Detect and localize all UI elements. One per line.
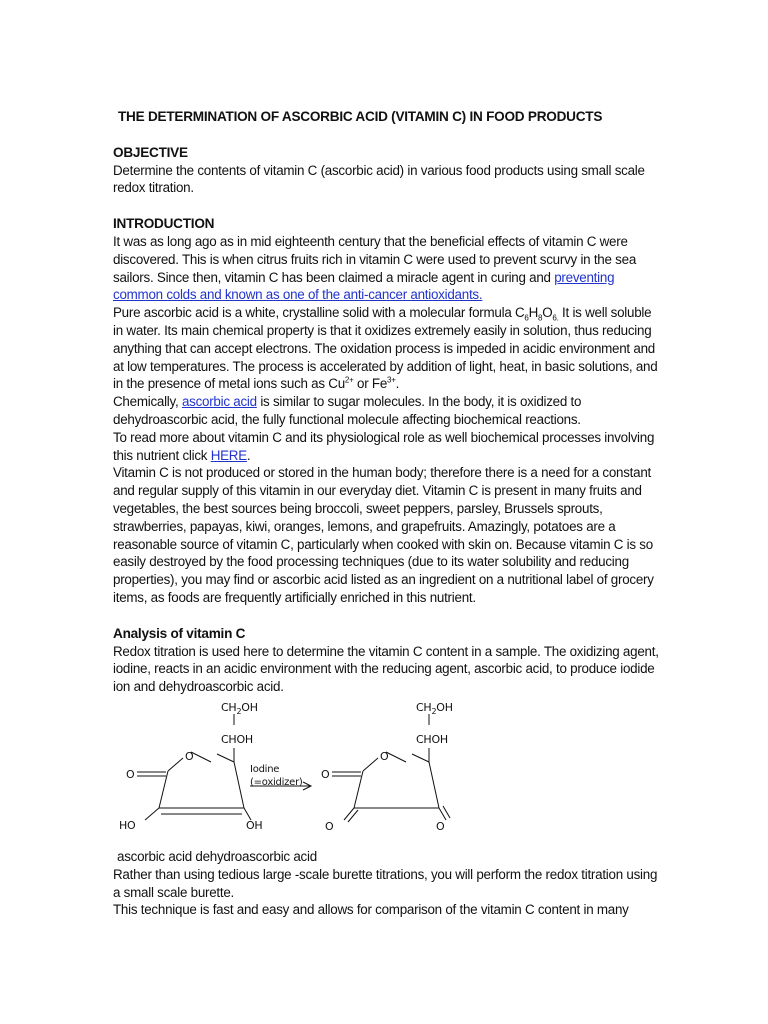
ascorbic-acid-link[interactable]: ascorbic acid	[181, 394, 257, 410]
analysis-heading: Analysis of vitamin C	[113, 625, 246, 641]
carbonyl-oxygen-right: O	[321, 767, 330, 781]
choh-label-right: CHOH	[416, 732, 448, 746]
document-page	[113, 108, 661, 919]
preventing-colds-link[interactable]: preventing common colds and known as one of the anti-cancer antioxidants.	[113, 269, 615, 303]
oxidizer-label: (=oxidizer)	[250, 776, 303, 788]
objective-heading: OBJECTIVE	[113, 144, 188, 160]
ch2oh-label-right: $CH_2OH$	[416, 700, 453, 716]
iodine-label: Iodine	[250, 763, 280, 775]
ring-oxygen-left: O	[185, 749, 194, 763]
analysis-paragraph-2: Rather than using tedious large -scale burette titrations, you will perform the redox titration using a small scale burette.	[113, 866, 658, 900]
keto-oxygen-left: O	[325, 819, 334, 833]
reaction-figure	[113, 698, 661, 848]
figure-caption: ascorbic acid dehydroascorbic acid	[117, 848, 317, 864]
intro-paragraph-1: It was as long ago as in mid eighteenth century that the beneficial effects of vitamin C were discovered. This is when citrus fruits rich in vitamin C were used to prevent scurvy in the sea sailors. Since then, vitamin C has been claimed a miracle agent in curing and preventing common colds and known as one of the anti-cancer antioxidants.	[113, 233, 637, 303]
ring-oxygen-right: O	[380, 749, 389, 763]
intro-paragraph-5: Vitamin C is not produced or stored in the human body; therefore there is a need for a constant and regular supply of this vitamin in our everyday diet. Vitamin C is present in many fruits and vegetables, the best sources being broccoli, sweet peppers, parsley, Brussels sprouts, strawberries, papayas, kiwi, oranges, lemons, and grapefruits. Amazingly, potatoes are a reasonable source of vitamin C, particularly when cooked with skin on. Because vitamin C is so easily destroyed by the food processing techniques (due to its water solubility and reducing properties), you may find or ascorbic acid listed as an ingredient on a nutritional label of grocery items, as foods are frequently artificially enriched in this nutrient.	[113, 465, 654, 605]
reaction-diagram	[113, 698, 661, 848]
objective-text: Determine the contents of vitamin C (ascorbic acid) in various food products using small scale redox titration.	[113, 162, 645, 196]
document-title: THE DETERMINATION OF ASCORBIC ACID (VITAMIN C) IN FOOD PRODUCTS	[118, 109, 603, 124]
ch2oh-label-left: $CH_2OH$	[221, 700, 258, 716]
intro-paragraph-4: To read more about vitamin C and its physiological role as well biochemical processes involving this nutrient click HERE.	[113, 429, 655, 463]
choh-label-left: CHOH	[221, 732, 253, 746]
oh-label: OH	[246, 818, 263, 832]
carbonyl-oxygen-left: O	[126, 767, 135, 781]
introduction-heading: INTRODUCTION	[113, 216, 215, 232]
ho-label: HO	[119, 818, 136, 832]
here-link[interactable]: HERE	[210, 447, 247, 463]
analysis-paragraph-1: Redox titration is used here to determine the vitamin C content in a sample. The oxidizing agent, iodine, reacts in an acidic environment with the reducing agent, ascorbic acid, to produce iodide ion and dehydroascorbic acid.	[113, 643, 659, 695]
analysis-paragraph-3: This technique is fast and easy and allows for comparison of the vitamin C content in many	[113, 902, 629, 918]
intro-paragraph-3: Chemically, ascorbic acid is similar to sugar molecules. In the body, it is oxidized to dehydroascorbic acid, the fully functional molecule affecting biochemical reactions.	[113, 394, 582, 427]
intro-paragraph-2: Pure ascorbic acid is a white, crystalline solid with a molecular formula $C_6H_8O_{6.}$ It is well soluble in water. Its main chemical property is that it oxidizes extremely easily in solution, thus reducing anything that can accept electrons. The oxidation process is impeded in acidic environment and at low temperatures. The process is accelerated by addition of light, heat, in basic solutions, and in the presence of metal ions such as $Cu^{2+}$ or $Fe^{3+}$.	[113, 305, 658, 392]
keto-oxygen-right: O	[436, 819, 445, 833]
